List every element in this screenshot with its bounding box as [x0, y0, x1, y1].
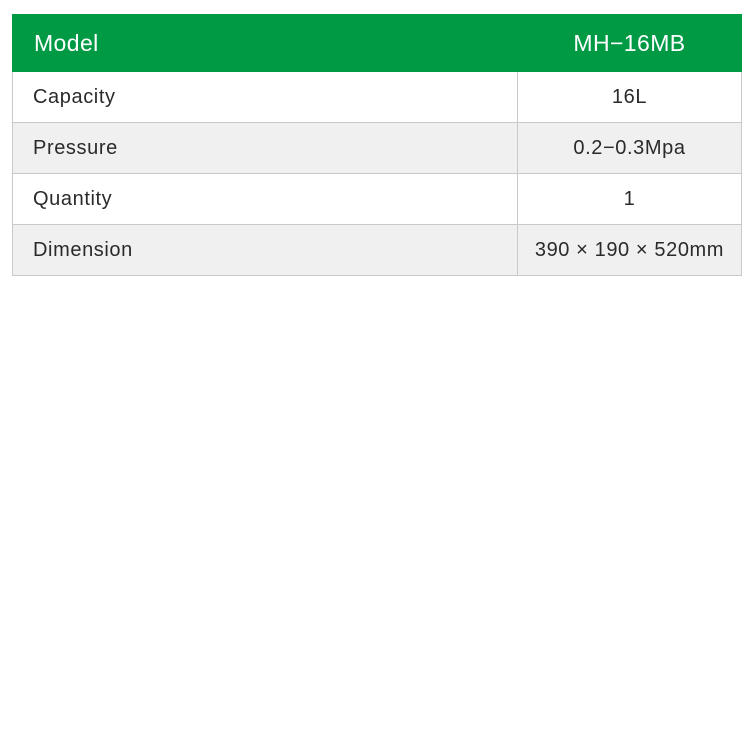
table-row: [13, 123, 742, 174]
row-value-cell: 16L: [517, 72, 741, 123]
row-label-cell: Dimension: [13, 225, 518, 276]
row-label-cell: Pressure: [13, 123, 518, 174]
row-label-cell: Capacity: [13, 72, 518, 123]
row-value-cell: 1: [517, 174, 741, 225]
table-row: [13, 174, 742, 225]
header-value-cell: MH−16MB: [517, 15, 741, 72]
table-header-row: [13, 15, 742, 72]
row-value-cell: 390 × 190 × 520mm: [517, 225, 741, 276]
table-row: [13, 225, 742, 276]
header-label-cell: Model: [13, 15, 518, 72]
spec-table: [12, 14, 742, 276]
table-row: [13, 72, 742, 123]
row-value-cell: 0.2−0.3Mpa: [517, 123, 741, 174]
row-label-cell: Quantity: [13, 174, 518, 225]
